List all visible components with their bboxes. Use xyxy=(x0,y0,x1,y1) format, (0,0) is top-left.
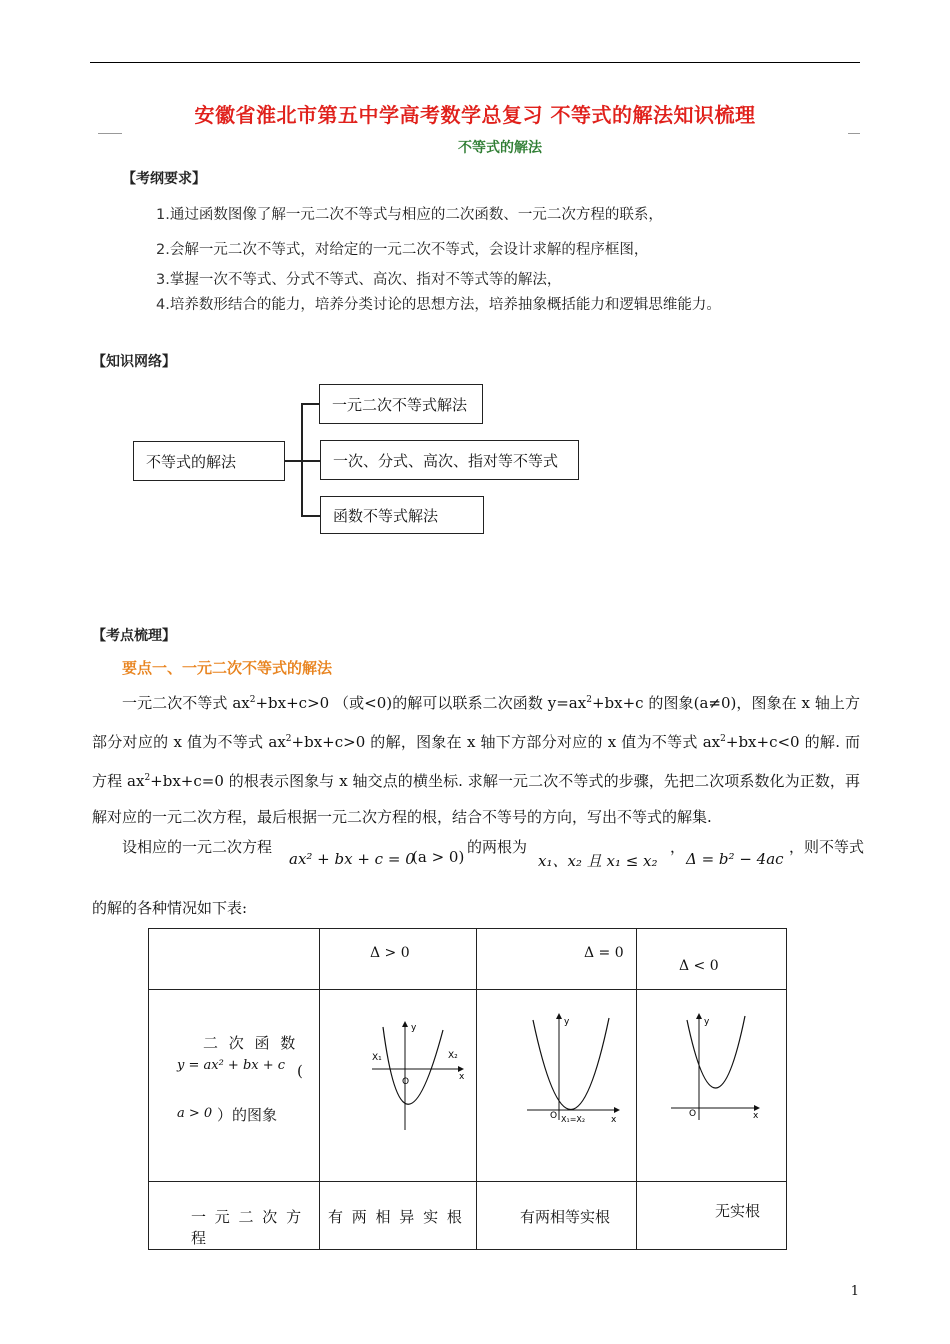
math-mid-text: 的两根为 xyxy=(467,838,528,856)
table-cell xyxy=(637,1182,787,1250)
requirement-item xyxy=(156,293,721,314)
root2-label: X₂ xyxy=(448,1051,458,1061)
x-label: x xyxy=(753,1111,759,1121)
requirement-item xyxy=(156,268,561,289)
network-root-box: 不等式的解法 xyxy=(133,441,285,481)
x-label: x xyxy=(611,1115,617,1125)
network-connector xyxy=(301,460,321,462)
parabola-two-roots xyxy=(320,990,476,1177)
requirement-number: 4. xyxy=(156,297,170,313)
double-root-label: X₁=X₂ xyxy=(561,1115,586,1124)
margin-mark-right xyxy=(848,133,860,134)
table-intro: 的解的各种情况如下表: xyxy=(92,899,248,917)
paragraph-text: +bx+c<0 的解. 而方程 ax xyxy=(92,733,861,790)
paragraph-text: +bx+c>0 的解，图象在 x 轴下方部分对应的 x 值为不等式 ax xyxy=(291,733,721,751)
network-connector xyxy=(285,460,302,462)
row-label: ）的图象 xyxy=(217,1106,278,1124)
graph-cell xyxy=(637,990,787,1182)
superscript: 2 xyxy=(586,695,592,705)
table-cell xyxy=(477,1182,637,1250)
parabola-double-root xyxy=(477,990,636,1177)
network-connector xyxy=(301,403,320,405)
network-branch-box: 一元二次不等式解法 xyxy=(319,384,483,424)
root-case-text: 无实根 xyxy=(715,1202,761,1220)
table-cell xyxy=(149,990,320,1182)
row-label: 一 元 二 次 方 程 xyxy=(191,1208,304,1247)
y-label: y xyxy=(564,1017,570,1027)
explanation-paragraph xyxy=(92,682,860,835)
solution-table xyxy=(148,928,787,1250)
margin-mark-left xyxy=(98,133,122,134)
document-subtitle: 不等式的解法 xyxy=(458,140,542,156)
requirement-text: 通过函数图像了解一元二次不等式与相应的二次函数、一元二次方程的联系， xyxy=(169,207,663,223)
row-label: 二 次 函 数 xyxy=(203,1034,299,1052)
parabola-curve xyxy=(383,1027,443,1104)
table-row xyxy=(149,1182,787,1250)
root-case-text: 有 两 相 异 实 根 xyxy=(328,1208,464,1226)
table-row xyxy=(149,929,787,990)
paragraph-text: +bx+c 的图象(a≠0)，图象在 x 轴上方部分对应的 x 值为不等式 ax xyxy=(92,694,861,751)
requirement-number: 2. xyxy=(156,242,170,258)
header-delta-positive: Δ > 0 xyxy=(370,945,410,961)
network-branch-box: 函数不等式解法 xyxy=(320,496,484,534)
network-branch-box: 一次、分式、高次、指对等不等式 xyxy=(320,440,579,480)
separator: ， xyxy=(670,838,686,856)
points-heading: 【考点梳理】 xyxy=(92,628,176,644)
root-case-text: 有两相等实根 xyxy=(520,1208,611,1226)
roots: x₁、x₂ 且 x₁ ≤ x₂ xyxy=(538,852,658,870)
superscript: 2 xyxy=(144,773,151,783)
y-label: y xyxy=(704,1017,710,1027)
superscript: 2 xyxy=(720,734,726,744)
superscript: 2 xyxy=(249,695,256,705)
requirement-text: 培养数形结合的能力，培养分类讨论的思想方法，培养抽象概括能力和逻辑思维能力。 xyxy=(169,297,721,313)
requirement-number: 3. xyxy=(156,272,170,288)
network-connector xyxy=(301,515,321,517)
page-number: 1 xyxy=(850,1284,859,1299)
superscript: 2 xyxy=(285,734,292,744)
origin-label: O xyxy=(402,1077,410,1087)
table-cell xyxy=(637,929,787,990)
table-cell xyxy=(477,929,637,990)
requirement-text: 会解一元二次不等式，对给定的一元二次不等式，会设计求解的程序框图， xyxy=(169,242,649,258)
y-label: y xyxy=(411,1023,417,1033)
parabola-curve xyxy=(533,1018,609,1110)
parabola-no-roots xyxy=(637,990,786,1177)
math-lead-text: 设相应的一元二次方程 xyxy=(122,838,273,856)
header-delta-zero: Δ = 0 xyxy=(584,945,624,961)
requirement-text: 掌握一次不等式、分式不等式、高次、指对不等式等的解法， xyxy=(169,272,562,288)
root1-label: X₁ xyxy=(372,1053,382,1063)
table-cell xyxy=(320,929,477,990)
graph-cell xyxy=(320,990,477,1182)
table-row xyxy=(149,990,787,1182)
table-cell xyxy=(149,929,320,990)
origin-label: O xyxy=(550,1111,558,1121)
document-title: 安徽省淮北市第五中学高考数学总复习 不等式的解法知识梳理 xyxy=(194,103,756,127)
discriminant: Δ = b² − 4ac xyxy=(686,850,784,868)
header-rule xyxy=(90,62,860,63)
header-delta-negative: Δ < 0 xyxy=(679,958,719,974)
graph-cell xyxy=(477,990,637,1182)
parabola-curve xyxy=(687,1016,745,1088)
math-line xyxy=(92,834,865,874)
paren: ( xyxy=(297,1062,303,1080)
paragraph-text: +bx+c=0 的根表示图象与 x 轴交点的横坐标. 求解一元二次不等式的步骤，先把二次项系数化为正数，再解对应的一元二次方程，最后根据一元二次方程的根，结合不等号的方向，写出不等式的解集. xyxy=(92,772,860,826)
outline-heading: 【考纲要求】 xyxy=(122,171,206,187)
keypoint-title: 要点一、一元二次不等式的解法 xyxy=(122,659,333,677)
math-tail-text: ，则不等式 xyxy=(789,838,865,856)
network-heading: 【知识网络】 xyxy=(92,354,176,370)
requirement-item xyxy=(156,203,663,224)
equation: ax² + bx + c = 0 xyxy=(289,850,415,868)
x-label: x xyxy=(459,1072,465,1082)
condition: a > 0 xyxy=(177,1106,213,1121)
table-cell xyxy=(320,1182,477,1250)
requirement-number: 1. xyxy=(156,207,170,223)
paragraph-text: 一元二次不等式 ax xyxy=(122,694,250,712)
table-cell xyxy=(149,1182,320,1250)
requirement-item xyxy=(156,238,648,259)
function-formula: y = ax² + bx + c xyxy=(177,1058,286,1073)
paragraph-text: +bx+c>0 （或<0)的解可以联系二次函数 y=ax xyxy=(255,694,587,712)
origin-label: O xyxy=(689,1109,697,1119)
condition: (a > 0) xyxy=(412,848,465,866)
